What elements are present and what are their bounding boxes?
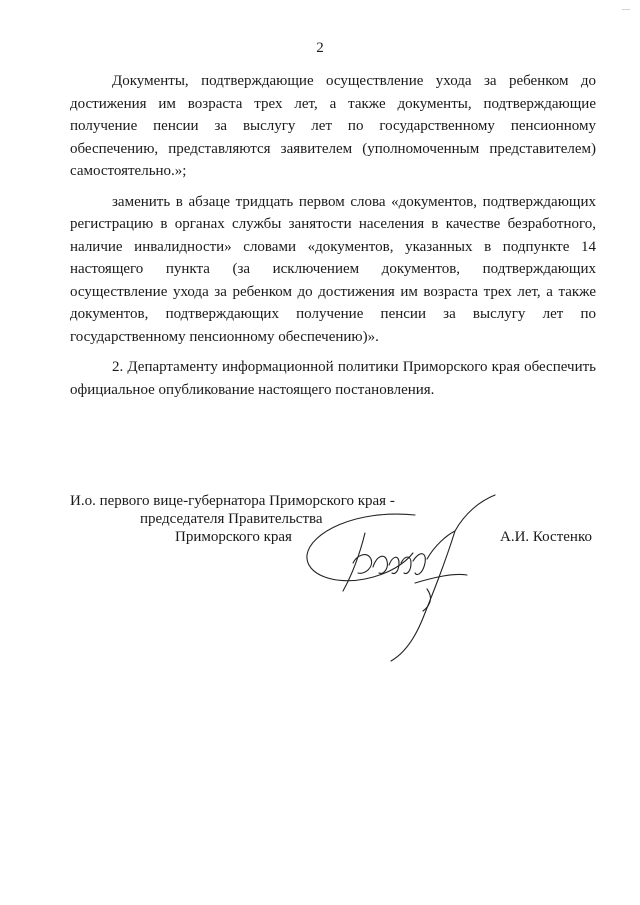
corner-mark: — — [622, 4, 630, 13]
signatory-name: А.И. Костенко — [500, 529, 592, 545]
document-body — [70, 70, 596, 401]
handwritten-signature — [295, 493, 505, 663]
paragraph-publication-order: 2. Департаменту информационной политики Приморского края обеспечить официальное опубликование настоящего постановления. — [70, 359, 596, 398]
signatory-title-line2: председателя Правительства — [140, 511, 323, 527]
signatory-title-line1: И.о. первого вице-губернатора Приморского края - — [70, 493, 395, 509]
page-number: 2 — [316, 40, 324, 56]
paragraph-replace-clause: заменить в абзаце тридцать первом слова «документов, подтверждающих регистрацию в органах службы занятости населения в качестве безработного, наличие инвалидности» словами «документов, указанных в подпункте 14 настоящего пункта (за исключением документов, подтверждающих осуществление ухода за ребенком до достижения им возраста трех лет, а также документов, подтверждающих получение пенсии за выслугу лет по государственному пенсионному обеспечению)». — [70, 193, 596, 345]
paragraph-documents-confirmation: Документы, подтверждающие осуществление ухода за ребенком до достижения им возраста трех лет, а также документы, подтверждающие получение пенсии за выслугу лет по государственному пенсионному обеспечению, представляются заявителем (уполномоченным представителем) самостоятельно.»; — [70, 73, 596, 179]
signature-block — [0, 493, 640, 693]
signatory-title-line3: Приморского края — [175, 529, 292, 545]
